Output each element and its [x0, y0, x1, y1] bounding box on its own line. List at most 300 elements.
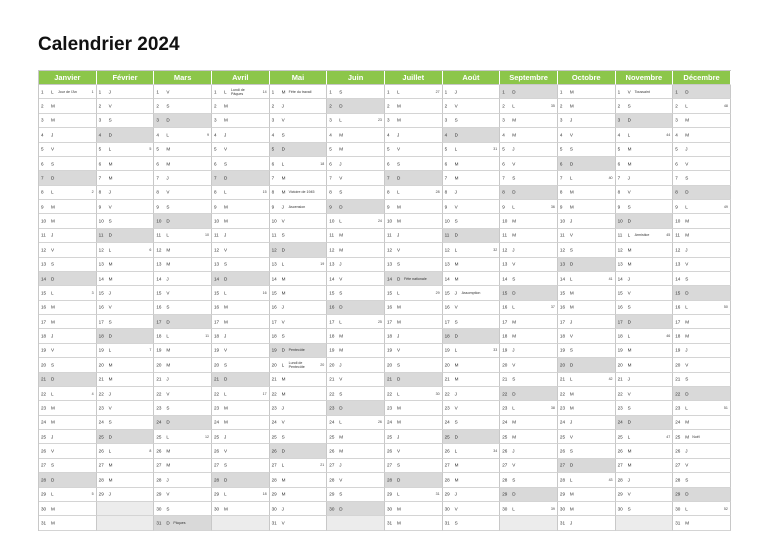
- day-number: 10: [98, 218, 104, 224]
- day-cell: [212, 329, 270, 343]
- day-cell: [270, 229, 328, 243]
- day-cell: [385, 430, 443, 444]
- day-number: 30: [329, 506, 335, 512]
- day-number: 12: [156, 247, 162, 253]
- weekday-letter: S: [281, 232, 285, 238]
- day-number: 27: [617, 462, 623, 468]
- day-cell: [385, 358, 443, 372]
- day-number: 23: [675, 405, 681, 411]
- holiday-label: Toussaint: [634, 89, 650, 94]
- day-cell: [385, 214, 443, 228]
- day-number: 11: [271, 232, 277, 238]
- day-cell: [558, 473, 616, 487]
- week-number: 29: [435, 290, 440, 295]
- empty-day-cell: [97, 516, 155, 530]
- day-number: 3: [271, 117, 275, 123]
- weekday-letter: D: [281, 247, 285, 253]
- weekday-letter: M: [108, 477, 113, 483]
- day-cell: [443, 114, 501, 128]
- day-number: 13: [502, 261, 508, 267]
- month-header: Août: [443, 71, 501, 85]
- day-cell: [558, 516, 616, 530]
- week-number: 41: [608, 276, 613, 281]
- day-cell: [500, 387, 558, 401]
- weekday-letter: S: [454, 520, 458, 526]
- weekday-letter: L: [108, 347, 112, 353]
- weekday-letter: S: [223, 462, 228, 468]
- day-number: 30: [502, 506, 508, 512]
- day-cell: [558, 258, 616, 272]
- day-number: 26: [98, 448, 104, 454]
- day-cell: [385, 243, 443, 257]
- weekday-letter: J: [223, 333, 227, 339]
- weekday-letter: D: [166, 419, 170, 425]
- holiday-label: Jour de l'An: [58, 89, 77, 94]
- day-number: 5: [444, 146, 448, 152]
- weekday-letter: V: [454, 204, 458, 210]
- weekday-letter: S: [281, 132, 285, 138]
- weekday-letter: J: [108, 189, 111, 195]
- day-number: 19: [213, 347, 220, 353]
- day-number: 21: [502, 376, 508, 382]
- day-cell: [327, 358, 385, 372]
- weekday-letter: D: [166, 319, 170, 325]
- day-number: 8: [617, 189, 621, 195]
- day-number: 23: [559, 405, 566, 411]
- day-cell: [616, 85, 674, 99]
- day-cell: [39, 488, 97, 502]
- day-number: 28: [617, 477, 623, 483]
- day-number: 20: [386, 362, 393, 368]
- weekday-letter: D: [281, 448, 285, 454]
- day-cell: [385, 444, 443, 458]
- day-cell: [327, 315, 385, 329]
- day-number: 23: [98, 405, 104, 411]
- day-number: 24: [502, 419, 508, 425]
- weekday-letter: M: [223, 319, 228, 325]
- weekday-letter: M: [512, 232, 517, 238]
- day-number: 27: [213, 462, 220, 468]
- day-cell: [616, 258, 674, 272]
- weekday-letter: M: [339, 347, 344, 353]
- day-cell: [327, 186, 385, 200]
- day-number: 25: [156, 434, 162, 440]
- day-number: 30: [156, 506, 162, 512]
- day-cell: [443, 430, 501, 444]
- day-cell: [673, 444, 731, 458]
- weekday-letter: D: [108, 132, 112, 138]
- weekday-letter: V: [223, 146, 228, 152]
- month-column-août: [443, 71, 501, 531]
- day-cell: [270, 186, 328, 200]
- weekday-letter: J: [223, 434, 227, 440]
- weekday-letter: S: [339, 491, 343, 497]
- day-number: 26: [559, 448, 566, 454]
- day-number: 18: [329, 333, 335, 339]
- day-cell: [385, 344, 443, 358]
- weekday-letter: D: [454, 434, 458, 440]
- weekday-letter: M: [454, 477, 459, 483]
- weekday-letter: M: [627, 146, 632, 152]
- day-cell: [500, 85, 558, 99]
- day-number: 15: [502, 290, 508, 296]
- day-number: 3: [675, 117, 678, 123]
- month-header: Avril: [212, 71, 270, 85]
- week-number: 17: [262, 391, 267, 396]
- day-number: 26: [617, 448, 623, 454]
- week-number: 6: [149, 247, 152, 252]
- weekday-letter: M: [108, 362, 113, 368]
- day-cell: [673, 315, 731, 329]
- weekday-letter: D: [569, 261, 574, 267]
- day-cell: [212, 387, 270, 401]
- day-cell: [385, 143, 443, 157]
- day-cell: [443, 329, 501, 343]
- week-number: 15: [262, 190, 267, 195]
- weekday-letter: V: [627, 491, 631, 497]
- weekday-letter: M: [166, 146, 171, 152]
- day-cell: [270, 85, 328, 99]
- day-cell: [616, 344, 674, 358]
- day-number: 27: [444, 462, 450, 468]
- weekday-letter: S: [627, 204, 631, 210]
- weekday-letter: J: [281, 304, 284, 310]
- day-cell: [97, 128, 155, 142]
- weekday-letter: D: [569, 161, 574, 167]
- day-number: 8: [98, 189, 102, 195]
- day-cell: [443, 186, 501, 200]
- holiday-label: Armistice: [634, 233, 650, 238]
- day-number: 27: [329, 462, 335, 468]
- day-cell: [616, 416, 674, 430]
- day-number: 22: [271, 391, 277, 397]
- day-cell: [500, 329, 558, 343]
- day-cell: [270, 344, 328, 358]
- weekday-letter: M: [396, 319, 401, 325]
- day-cell: [270, 301, 328, 315]
- week-number: 24: [377, 219, 382, 224]
- weekday-letter: D: [627, 319, 631, 325]
- weekday-letter: J: [569, 520, 573, 526]
- day-cell: [39, 444, 97, 458]
- day-cell: [154, 488, 212, 502]
- weekday-letter: D: [454, 132, 458, 138]
- day-number: 9: [213, 204, 217, 210]
- day-cell: [558, 444, 616, 458]
- day-number: 24: [271, 419, 277, 425]
- day-cell: [385, 258, 443, 272]
- day-number: 9: [98, 204, 102, 210]
- day-number: 18: [559, 333, 566, 339]
- day-cell: [97, 143, 155, 157]
- weekday-letter: D: [339, 405, 343, 411]
- day-cell: [500, 416, 558, 430]
- day-cell: [39, 128, 97, 142]
- weekday-letter: V: [166, 290, 170, 296]
- day-number: 17: [329, 319, 335, 325]
- weekday-letter: S: [454, 319, 458, 325]
- weekday-letter: V: [339, 175, 343, 181]
- day-cell: [616, 229, 674, 243]
- weekday-letter: M: [396, 204, 401, 210]
- day-cell: [154, 214, 212, 228]
- weekday-letter: V: [454, 506, 458, 512]
- day-number: 31: [559, 520, 566, 526]
- weekday-letter: D: [339, 304, 343, 310]
- day-cell: [327, 329, 385, 343]
- day-cell: [500, 315, 558, 329]
- day-number: 19: [617, 347, 623, 353]
- day-number: 23: [617, 405, 623, 411]
- week-number: 11: [205, 334, 209, 339]
- weekday-letter: M: [512, 117, 517, 123]
- weekday-letter: M: [512, 434, 517, 440]
- day-cell: [443, 85, 501, 99]
- day-number: 28: [41, 477, 47, 483]
- week-number: 46: [666, 334, 671, 339]
- weekday-letter: V: [569, 132, 573, 138]
- weekday-letter: V: [166, 391, 170, 397]
- day-cell: [270, 272, 328, 286]
- day-cell: [154, 114, 212, 128]
- day-cell: [385, 315, 443, 329]
- day-cell: [616, 157, 674, 171]
- day-cell: [212, 243, 270, 257]
- weekday-letter: J: [396, 333, 400, 339]
- weekday-letter: J: [108, 290, 111, 296]
- day-cell: [39, 430, 97, 444]
- month-column-septembre: [500, 71, 558, 531]
- day-cell: [443, 200, 501, 214]
- weekday-letter: M: [512, 132, 517, 138]
- day-number: 11: [502, 232, 508, 238]
- weekday-letter: M: [339, 448, 344, 454]
- day-number: 1: [502, 89, 505, 95]
- day-number: 19: [156, 347, 162, 353]
- day-cell: [212, 157, 270, 171]
- weekday-letter: J: [108, 89, 111, 95]
- day-cell: [616, 272, 674, 286]
- day-cell: [154, 171, 212, 185]
- day-cell: [270, 401, 328, 415]
- day-number: 22: [329, 391, 335, 397]
- day-cell: [39, 186, 97, 200]
- weekday-letter: L: [396, 189, 400, 195]
- day-cell: [385, 416, 443, 430]
- day-number: 7: [213, 175, 217, 181]
- day-cell: [616, 459, 674, 473]
- day-cell: [270, 416, 328, 430]
- day-cell: [558, 214, 616, 228]
- weekday-letter: L: [396, 491, 400, 497]
- day-cell: [443, 459, 501, 473]
- day-number: 10: [213, 218, 220, 224]
- day-cell: [39, 243, 97, 257]
- day-number: 3: [98, 117, 102, 123]
- weekday-letter: L: [512, 506, 515, 512]
- holiday-label: Assomption: [461, 290, 481, 295]
- weekday-letter: L: [569, 477, 573, 483]
- day-number: 12: [98, 247, 104, 253]
- weekday-letter: D: [627, 419, 631, 425]
- weekday-letter: V: [166, 89, 170, 95]
- weekday-letter: L: [281, 462, 285, 468]
- weekday-letter: D: [223, 477, 228, 483]
- week-number: 47: [666, 434, 671, 439]
- day-number: 28: [98, 477, 104, 483]
- weekday-letter: M: [51, 117, 55, 123]
- day-number: 26: [329, 448, 335, 454]
- day-cell: [270, 358, 328, 372]
- day-cell: [97, 99, 155, 113]
- week-number: 12: [204, 434, 209, 439]
- day-number: 29: [156, 491, 162, 497]
- day-number: 14: [329, 276, 335, 282]
- weekday-letter: D: [454, 333, 458, 339]
- day-number: 19: [98, 347, 104, 353]
- day-cell: [616, 171, 674, 185]
- day-number: 6: [329, 161, 332, 167]
- day-number: 12: [329, 247, 335, 253]
- day-cell: [154, 329, 212, 343]
- day-number: 1: [41, 89, 44, 95]
- day-cell: [97, 114, 155, 128]
- day-number: 12: [271, 247, 277, 253]
- weekday-letter: J: [685, 448, 688, 454]
- day-cell: [673, 286, 731, 300]
- weekday-letter: M: [339, 146, 344, 152]
- weekday-letter: J: [454, 391, 457, 397]
- weekday-letter: M: [223, 218, 228, 224]
- weekday-letter: M: [454, 276, 459, 282]
- weekday-letter: J: [51, 232, 54, 238]
- day-number: 8: [502, 189, 505, 195]
- weekday-letter: M: [281, 189, 286, 195]
- day-number: 4: [98, 132, 102, 138]
- weekday-letter: J: [223, 232, 227, 238]
- weekday-letter: S: [51, 462, 55, 468]
- weekday-letter: M: [512, 319, 517, 325]
- weekday-letter: J: [396, 132, 400, 138]
- weekday-letter: M: [512, 419, 517, 425]
- empty-day-cell: [212, 516, 270, 530]
- day-cell: [385, 272, 443, 286]
- weekday-letter: V: [569, 434, 573, 440]
- day-cell: [558, 387, 616, 401]
- day-number: 17: [386, 319, 393, 325]
- weekday-letter: S: [685, 175, 689, 181]
- weekday-letter: V: [51, 448, 55, 454]
- day-number: 9: [675, 204, 678, 210]
- weekday-letter: M: [569, 491, 574, 497]
- day-cell: [673, 516, 731, 530]
- weekday-letter: M: [512, 218, 517, 224]
- month-column-avril: [212, 71, 270, 531]
- day-number: 13: [41, 261, 47, 267]
- weekday-letter: M: [51, 304, 55, 310]
- weekday-letter: V: [51, 247, 55, 253]
- day-number: 12: [213, 247, 220, 253]
- day-cell: [39, 373, 97, 387]
- day-cell: [443, 344, 501, 358]
- day-cell: [39, 516, 97, 530]
- weekday-letter: M: [569, 290, 574, 296]
- weekday-letter: M: [223, 304, 228, 310]
- day-cell: [97, 301, 155, 315]
- day-cell: [154, 128, 212, 142]
- day-number: 22: [41, 391, 47, 397]
- day-cell: [385, 387, 443, 401]
- weekday-letter: D: [685, 290, 689, 296]
- day-cell: [327, 444, 385, 458]
- day-number: 21: [617, 376, 623, 382]
- day-number: 25: [329, 434, 335, 440]
- weekday-letter: L: [685, 304, 688, 310]
- day-number: 27: [41, 462, 47, 468]
- calendar-grid: [38, 70, 731, 531]
- month-column-février: [97, 71, 155, 531]
- weekday-letter: V: [281, 319, 285, 325]
- weekday-letter: J: [339, 161, 342, 167]
- day-cell: [327, 373, 385, 387]
- day-cell: [558, 358, 616, 372]
- day-number: 14: [156, 276, 162, 282]
- day-cell: [443, 444, 501, 458]
- day-number: 16: [559, 304, 566, 310]
- day-cell: [443, 229, 501, 243]
- weekday-letter: L: [396, 391, 400, 397]
- weekday-letter: M: [627, 161, 632, 167]
- weekday-letter: V: [627, 189, 631, 195]
- day-number: 6: [675, 161, 678, 167]
- weekday-letter: M: [685, 218, 690, 224]
- holiday-label: Noël: [692, 434, 700, 439]
- day-number: 16: [502, 304, 508, 310]
- weekday-letter: S: [569, 347, 573, 353]
- day-cell: [270, 171, 328, 185]
- weekday-letter: V: [223, 347, 228, 353]
- weekday-letter: D: [512, 290, 516, 296]
- day-cell: [327, 301, 385, 315]
- day-number: 23: [386, 405, 393, 411]
- weekday-letter: D: [396, 175, 401, 181]
- weekday-letter: S: [108, 117, 112, 123]
- day-number: 24: [98, 419, 104, 425]
- day-number: 22: [156, 391, 162, 397]
- day-cell: [616, 114, 674, 128]
- weekday-letter: S: [166, 506, 170, 512]
- day-number: 7: [329, 175, 332, 181]
- day-number: 14: [386, 276, 393, 282]
- week-number: 28: [435, 190, 440, 195]
- weekday-letter: J: [512, 448, 515, 454]
- day-cell: [327, 114, 385, 128]
- day-cell: [212, 99, 270, 113]
- day-number: 26: [386, 448, 393, 454]
- day-number: 8: [444, 189, 448, 195]
- day-cell: [558, 329, 616, 343]
- weekday-letter: V: [166, 189, 170, 195]
- holiday-label: Lundi de Pentecôte: [288, 360, 305, 369]
- day-cell: [39, 315, 97, 329]
- month-column-juin: [327, 71, 385, 531]
- day-cell: [616, 387, 674, 401]
- day-number: 20: [329, 362, 335, 368]
- day-number: 5: [329, 146, 332, 152]
- weekday-letter: D: [51, 175, 55, 181]
- weekday-letter: L: [396, 290, 400, 296]
- day-cell: [327, 229, 385, 243]
